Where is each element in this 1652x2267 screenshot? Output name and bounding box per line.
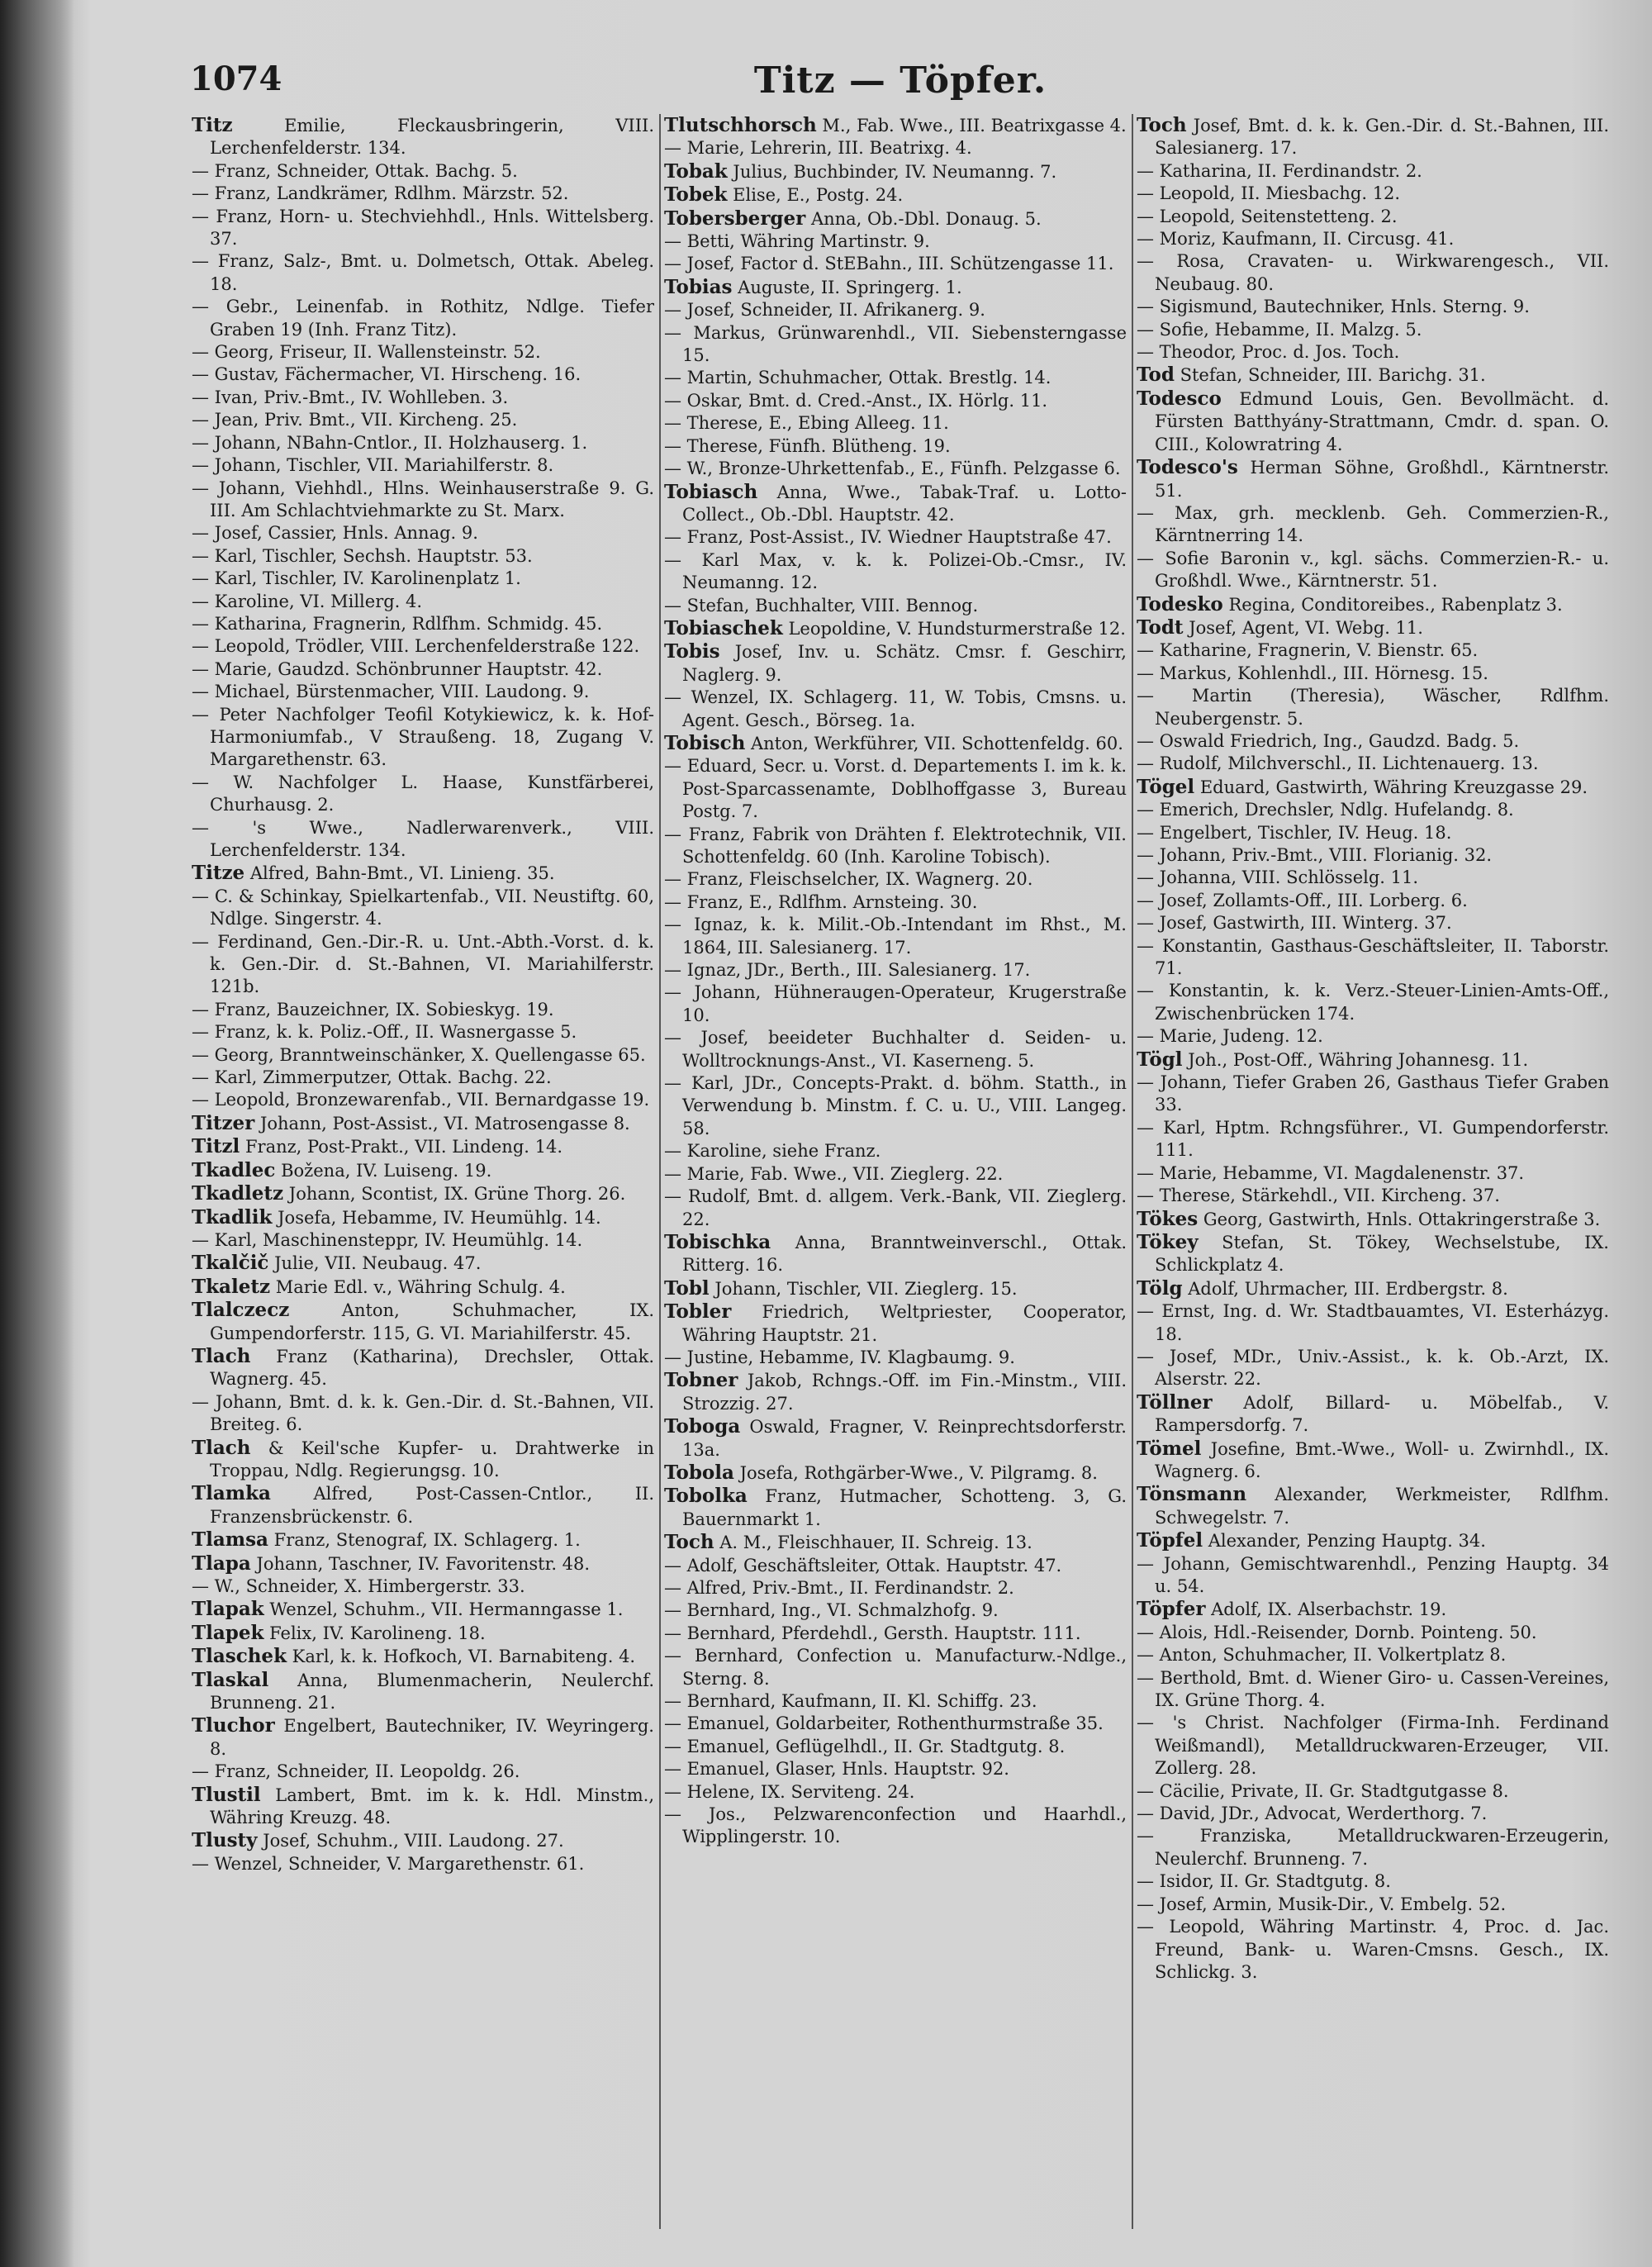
directory-entry: — Alfred, Priv.-Bmt., II. Ferdinandstr. 2. (664, 1578, 1014, 1598)
directory-entry: — Franz, Fabrik von Drähten f. Elektrotechnik, VII. Schottenfeldg. 60 (Inh. Karoline Tobisch). (664, 824, 1127, 867)
entry-surname: Titz (192, 114, 233, 136)
entry-surname: Tobak (664, 159, 728, 183)
directory-entry: — Moriz, Kaufmann, II. Circusg. 41. (1137, 229, 1455, 250)
entry-surname: Todesco (1137, 387, 1222, 410)
directory-entry: — Josef, MDr., Univ.-Assist., k. k. Ob.-Arzt, IX. Alserstr. 22. (1137, 1346, 1609, 1390)
directory-entry: — Johann, Viehhdl., Hlns. Weinhauserstraße 9. G. III. Am Schlachtviehmarkte zu St. Marx. (192, 478, 654, 520)
directory-entry: — Marie, Lehrerin, III. Beatrixg. 4. (664, 138, 972, 159)
directory-columns (192, 114, 1609, 2229)
directory-entry: — Leopold, II. Miesbachg. 12. (1137, 183, 1401, 204)
directory-entry: — Konstantin, k. k. Verz.-Steuer-Linien-Amts-Off., Zwischenbrücken 174. (1137, 981, 1609, 1024)
directory-entry: Tluchor Engelbert, Bautechniker, IV. Weyringerg. 8. (192, 1714, 654, 1759)
directory-entry: — Josef, Factor d. StEBahn., III. Schützengasse 11. (664, 254, 1114, 274)
directory-entry: — Marie, Judeng. 12. (1137, 1026, 1323, 1047)
entry-surname: Tlapak (192, 1598, 264, 1621)
directory-entry: — Markus, Kohlenhdl., III. Hörnesg. 15. (1137, 663, 1488, 683)
directory-entry: Tlach Franz (Katharina), Drechsler, Ottak. Wagnerg. 45. (192, 1344, 654, 1390)
directory-entry: — Josef, Schneider, II. Afrikanerg. 9. (664, 300, 985, 321)
directory-entry: Tobak Julius, Buchbinder, IV. Neumanng. 7. (664, 159, 1057, 183)
directory-entry: — Karl, JDr., Concepts-Prakt. d. böhm. Statth., in Verwendung b. Minstm. f. C. u. U., VIII. Langeg. 58. (664, 1073, 1127, 1138)
directory-entry: Tlamka Alfred, Post-Cassen-Cntlor., II. Franzensbrückenstr. 6. (192, 1482, 654, 1527)
directory-entry: — Max, grh. mecklenb. Geh. Commerzien-R., Kärntnerring 14. (1137, 502, 1609, 546)
directory-entry: — Wenzel, Schneider, V. Margarethenstr. 61. (192, 1853, 585, 1874)
directory-entry: Tkadlik Josefa, Hebamme, IV. Heumühlg. 14. (192, 1205, 601, 1229)
page-header (190, 59, 1611, 109)
directory-entry: — Gebr., Leinenfab. in Rothitz, Ndlge. Tiefer Graben 19 (Inh. Franz Titz). (192, 297, 654, 340)
directory-entry: — Theodor, Proc. d. Jos. Toch. (1137, 342, 1400, 363)
directory-entry: — Katharine, Fragnerin, V. Bienstr. 65. (1137, 640, 1479, 661)
directory-entry: — Karl, Tischler, Sechsh. Hauptstr. 53. (192, 545, 533, 566)
directory-entry: — W., Bronze-Uhrkettenfab., E., Fünfh. Pelzgasse 6. (664, 459, 1121, 479)
directory-entry: Tobler Friedrich, Weltpriester, Cooperator, Währing Hauptstr. 21. (664, 1300, 1127, 1345)
entry-surname: Todt (1137, 615, 1184, 639)
directory-entry: — Franz, Bauzeichner, IX. Sobieskyg. 19. (192, 999, 554, 1019)
directory-entry: — Josef, Armin, Musik-Dir., V. Embelg. 52. (1137, 1894, 1507, 1914)
book-spine-shadow (0, 0, 74, 2267)
directory-entry: — Konstantin, Gasthaus-Geschäftsleiter, II. Taborstr. 71. (1137, 935, 1609, 979)
directory-entry: — 's Wwe., Nadlerwarenverk., VIII. Lerchenfelderstr. 134. (192, 817, 654, 860)
entry-surname: Töpfer (1137, 1598, 1206, 1621)
directory-entry: — Martin (Theresia), Wäscher, Rdlfhm. Neubergenstr. 5. (1137, 686, 1609, 729)
directory-entry: — Martin, Schuhmacher, Ottak. Brestlg. 14. (664, 368, 1051, 388)
directory-entry: — Georg, Friseur, II. Wallensteinstr. 52. (192, 342, 541, 363)
entry-surname: Tobek (664, 183, 728, 207)
directory-entry: — Johann, Hühneraugen-Operateur, Krugerstraße 10. (664, 982, 1127, 1025)
directory-entry: — Ivan, Priv.-Bmt., IV. Wohlleben. 3. (192, 387, 509, 407)
directory-entry: — Katharina, II. Ferdinandstr. 2. (1137, 160, 1422, 181)
directory-entry: — Jos., Pelzwarenconfection und Haarhdl., Wipplingerstr. 10. (664, 1804, 1127, 1847)
directory-entry: — C. & Schinkay, Spielkartenfab., VII. Neustiftg. 60, Ndlge. Singerstr. 4. (192, 886, 654, 929)
directory-entry: — Karoline, VI. Millerg. 4. (192, 591, 423, 611)
directory-entry: Tkaletz Marie Edl. v., Währing Schulg. 4. (192, 1275, 566, 1298)
directory-entry: — Adolf, Geschäftsleiter, Ottak. Hauptstr. 47. (664, 1555, 1062, 1575)
entry-surname: Tökey (1137, 1230, 1199, 1253)
directory-entry: — Michael, Bürstenmacher, VIII. Laudong. 9. (192, 682, 590, 702)
directory-entry: — Therese, E., Ebing Alleeg. 11. (664, 413, 949, 434)
entry-surname: Tobias (664, 275, 733, 298)
entry-surname: Tökes (1137, 1207, 1199, 1230)
entry-surname: Tobler (664, 1300, 732, 1324)
directory-entry: — Emanuel, Glaser, Hnls. Hauptstr. 92. (664, 1759, 1009, 1780)
directory-entry: Tkadletz Johann, Scontist, IX. Grüne Thorg. 26. (192, 1182, 626, 1205)
directory-entry: — Sofie, Hebamme, II. Malzg. 5. (1137, 319, 1422, 340)
entry-surname: Tod (1137, 364, 1175, 387)
column-divider (1132, 114, 1133, 2229)
directory-entry: — Isidor, II. Gr. Stadtgutg. 8. (1137, 1871, 1391, 1892)
directory-entry: — Johann, Bmt. d. k. k. Gen.-Dir. d. St.-Bahnen, VII. Breiteg. 6. (192, 1391, 654, 1435)
directory-entry: — 's Christ. Nachfolger (Firma-Inh. Ferdinand Weißmandl), Metalldruckwaren-Erzeuger, VII. Zollerg. 28. (1137, 1713, 1609, 1779)
directory-entry: Tobola Josefa, Rothgärber-Wwe., V. Pilgramg. 8. (664, 1461, 1098, 1484)
entry-surname: Titze (192, 862, 245, 885)
page-number: 1074 (190, 59, 282, 98)
directory-entry: Todesco Edmund Louis, Gen. Bevollmächt. d. Fürsten Batthyány-Strattmann, Cmdr. d. span. O. CIII., Kolowratring 4. (1137, 387, 1609, 454)
directory-entry: — Josef, beeideter Buchhalter d. Seiden- u. Wolltrocknungs-Anst., VI. Kaserneng. 5. (664, 1028, 1127, 1071)
directory-entry: Tlutschhorsch M., Fab. Wwe., III. Beatrixgasse 4. (664, 114, 1127, 136)
directory-entry: — Sofie Baronin v., kgl. sächs. Commerzien-R.- u. Großhdl. Wwe., Kärntnerstr. 51. (1137, 548, 1609, 592)
directory-entry: — Marie, Hebamme, VI. Magdalenenstr. 37. (1137, 1162, 1525, 1183)
directory-entry: — Oskar, Bmt. d. Cred.-Anst., IX. Hörlg. 11. (664, 390, 1048, 411)
entry-surname: Tobola (664, 1461, 734, 1484)
directory-entry: Tobner Jakob, Rchngs.-Off. im Fin.-Minstm., VIII. Strozzig. 27. (664, 1369, 1127, 1414)
entry-surname: Tobolka (664, 1485, 748, 1508)
directory-entry: Tögel Eduard, Gastwirth, Währing Kreuzgasse 29. (1137, 775, 1588, 798)
directory-entry: Tkalčič Julie, VII. Neubaug. 47. (192, 1252, 482, 1275)
directory-entry: Titz Emilie, Fleckausbringerin, VIII. Lerchenfelderstr. 134. (192, 114, 654, 159)
directory-entry: — Cäcilie, Private, II. Gr. Stadtgutgasse 8. (1137, 1780, 1509, 1801)
directory-entry: — Franz, k. k. Poliz.-Off., II. Wasnergasse 5. (192, 1022, 577, 1043)
directory-entry: Tkadlec Božena, IV. Luiseng. 19. (192, 1158, 492, 1181)
directory-entry: — Karl, Zimmerputzer, Ottak. Bachg. 22. (192, 1067, 552, 1088)
directory-entry: — Karl, Hptm. Rchngsführer., VI. Gumpendorferstr. 111. (1137, 1117, 1609, 1161)
directory-entry: — Rudolf, Bmt. d. allgem. Verk.-Bank, VII. Zieglerg. 22. (664, 1186, 1127, 1229)
entry-surname: Tobl (664, 1276, 710, 1300)
entry-surname: Tlach (192, 1436, 251, 1459)
directory-entry: — Franz, E., Rdlfhm. Arnsteing. 30. (664, 891, 978, 912)
directory-entry: — Peter Nachfolger Teofil Kotykiewicz, k. k. Hof-Harmoniumfab., V Straußeng. 18, Zugang V. Margarethenstr. 63. (192, 704, 654, 770)
directory-entry: — Karoline, siehe Franz. (664, 1141, 881, 1162)
entry-surname: Tobersberger (664, 207, 806, 230)
directory-entry: — Anton, Schuhmacher, II. Volkertplatz 8. (1137, 1645, 1507, 1666)
directory-entry: — Josef, Zollamts-Off., III. Lorberg. 6. (1137, 890, 1468, 910)
directory-entry: — Franz, Salz-, Bmt. u. Dolmetsch, Ottak. Abeleg. 18. (192, 251, 654, 294)
entry-surname: Tlaskal (192, 1668, 269, 1691)
entry-surname: Toch (1137, 114, 1187, 136)
directory-entry: — Bernhard, Ing., VI. Schmalzhofg. 9. (664, 1600, 999, 1621)
directory-entry: — Ignaz, JDr., Berth., III. Salesianerg. 17. (664, 960, 1031, 981)
directory-entry: — Leopold, Währing Martinstr. 4, Proc. d. Jac. Freund, Bank- u. Waren-Cmsns. Gesch., IX. Schlickg. 3. (1137, 1917, 1609, 1982)
directory-entry: — Georg, Branntweinschänker, X. Quellengasse 65. (192, 1044, 646, 1065)
directory-entry: Tod Stefan, Schneider, III. Barichg. 31. (1137, 364, 1486, 387)
directory-entry: — Franz, Fleischselcher, IX. Wagnerg. 20. (664, 869, 1033, 890)
directory-entry: Tobiasch Anna, Wwe., Tabak-Traf. u. Lotto-Collect., Ob.-Dbl. Hauptstr. 42. (664, 480, 1127, 525)
directory-entry: Tlach & Keil'sche Kupfer- u. Drahtwerke in Troppau, Ndlg. Regierungsg. 10. (192, 1436, 654, 1480)
directory-entry: Tobis Josef, Inv. u. Schätz. Cmsr. f. Geschirr, Naglerg. 9. (664, 640, 1127, 685)
directory-entry: — Justine, Hebamme, IV. Klagbaumg. 9. (664, 1347, 1015, 1367)
entry-surname: Toch (664, 1531, 714, 1554)
directory-entry: — Alois, Hdl.-Reisender, Dornb. Pointeng. 50. (1137, 1622, 1537, 1642)
entry-surname: Tkalčič (192, 1252, 269, 1275)
entry-surname: Tlach (192, 1344, 251, 1367)
directory-entry: Tobias Auguste, II. Springerg. 1. (664, 275, 962, 298)
entry-surname: Tönsmann (1137, 1483, 1247, 1506)
entry-surname: Toboga (664, 1415, 741, 1438)
directory-column-2 (664, 114, 1127, 2229)
directory-entry: Tlustil Lambert, Bmt. im k. k. Hdl. Minstm., Währing Kreuzg. 48. (192, 1783, 654, 1828)
entry-surname: Tölg (1137, 1276, 1183, 1300)
directory-entry: — Engelbert, Tischler, IV. Heug. 18. (1137, 822, 1452, 843)
entry-surname: Titzer (192, 1111, 255, 1134)
directory-entry: Tlapa Johann, Taschner, IV. Favoritenstr. 48. (192, 1552, 591, 1575)
directory-entry: — Karl, Tischler, IV. Karolinenplatz 1. (192, 568, 521, 589)
directory-entry: — Johanna, VIII. Schlösselg. 11. (1137, 867, 1419, 888)
directory-entry: — Bernhard, Pferdehdl., Gersth. Hauptstr. 111. (664, 1623, 1081, 1643)
directory-entry: Tobersberger Anna, Ob.-Dbl. Donaug. 5. (664, 207, 1042, 230)
directory-entry: Töllner Adolf, Billard- u. Möbelfab., V. Rampersdorfg. 7. (1137, 1390, 1609, 1436)
entry-surname: Tögel (1137, 775, 1195, 798)
directory-entry: Tlaschek Karl, k. k. Hofkoch, VI. Barnabiteng. 4. (192, 1645, 636, 1668)
entry-surname: Tkadlec (192, 1158, 276, 1181)
directory-entry: Titzer Johann, Post-Assist., VI. Matrosengasse 8. (192, 1111, 630, 1134)
entry-surname: Töllner (1137, 1390, 1213, 1414)
directory-entry: — Leopold, Bronzewarenfab., VII. Bernardgasse 19. (192, 1090, 650, 1110)
directory-entry: — Emanuel, Goldarbeiter, Rothenthurmstraße 35. (664, 1713, 1104, 1734)
directory-entry: Tlamsa Franz, Stenograf, IX. Schlagerg. 1. (192, 1528, 581, 1552)
directory-entry: — Franz, Post-Assist., IV. Wiedner Hauptstraße 47. (664, 527, 1112, 548)
entry-surname: Tobiaschek (664, 616, 783, 639)
directory-entry: — Marie, Gaudzd. Schönbrunner Hauptstr. 42. (192, 658, 603, 679)
directory-entry: — Rudolf, Milchverschl., II. Lichtenauerg. 13. (1137, 753, 1539, 774)
directory-entry: — Josef, Gastwirth, III. Winterg. 37. (1137, 913, 1452, 934)
directory-entry: — David, JDr., Advocat, Werderthorg. 7. (1137, 1804, 1488, 1824)
directory-entry: Todesko Regina, Conditoreibes., Rabenplatz 3. (1137, 592, 1563, 615)
directory-entry: Tlaskal Anna, Blumenmacherin, Neulerchf. Brunneng. 21. (192, 1668, 654, 1713)
entry-surname: Tkadlik (192, 1205, 273, 1229)
directory-entry: — Oswald Friedrich, Ing., Gaudzd. Badg. 5. (1137, 730, 1520, 751)
entry-surname: Tlutschhorsch (664, 114, 817, 136)
directory-entry: — Leopold, Trödler, VIII. Lerchenfelderstraße 122. (192, 636, 640, 657)
entry-surname: Tobiasch (664, 480, 758, 503)
directory-entry: Töpfel Alexander, Penzing Hauptg. 34. (1137, 1529, 1486, 1552)
directory-entry: — Gustav, Fächermacher, VI. Hirscheng. 16. (192, 364, 582, 385)
directory-entry: Tlusty Josef, Schuhm., VIII. Laudong. 27. (192, 1829, 564, 1852)
directory-entry: — Ernst, Ing. d. Wr. Stadtbauamtes, VI. Esterházyg. 18. (1137, 1301, 1609, 1344)
entry-surname: Tlusty (192, 1829, 258, 1852)
entry-surname: Töpfel (1137, 1529, 1203, 1552)
entry-surname: Titzl (192, 1135, 240, 1158)
directory-entry: — Johann, Gemischtwarenhdl., Penzing Hauptg. 34 u. 54. (1137, 1553, 1609, 1596)
directory-entry: Tönsmann Alexander, Werkmeister, Rdlfhm. Schwegelstr. 7. (1137, 1483, 1609, 1528)
directory-entry: — W. Nachfolger L. Haase, Kunstfärberei, Churhausg. 2. (192, 772, 654, 815)
directory-entry: — Betti, Währing Martinstr. 9. (664, 231, 930, 252)
directory-entry: — Jean, Priv. Bmt., VII. Kircheng. 25. (192, 410, 518, 430)
directory-entry: Tobl Johann, Tischler, VII. Zieglerg. 15. (664, 1276, 1018, 1300)
directory-entry: Tögl Joh., Post-Off., Währing Johannesg. 11. (1137, 1048, 1529, 1071)
entry-surname: Tkadletz (192, 1182, 284, 1205)
directory-entry: — Johann, NBahn-Cntlor., II. Holzhauserg. 1. (192, 432, 588, 453)
directory-column-3 (1137, 114, 1609, 2229)
entry-surname: Tömel (1137, 1437, 1202, 1460)
directory-entry: — Franz, Horn- u. Stechviehhdl., Hnls. Wittelsberg. 37. (192, 206, 654, 250)
column-divider (659, 114, 661, 2229)
directory-entry: — Emanuel, Geflügelhdl., II. Gr. Stadtgutg. 8. (664, 1736, 1066, 1756)
directory-entry: — Karl Max, v. k. k. Polizei-Ob.-Cmsr., IV. Neumanng. 12. (664, 549, 1127, 593)
directory-entry: — Franziska, Metalldruckwaren-Erzeugerin, Neulerchf. Brunneng. 7. (1137, 1826, 1609, 1869)
directory-entry: — Wenzel, IX. Schlagerg. 11, W. Tobis, Cmsns. u. Agent. Gesch., Börseg. 1a. (664, 687, 1127, 730)
directory-entry: — Franz, Schneider, Ottak. Bachg. 5. (192, 160, 518, 181)
directory-entry: — Marie, Fab. Wwe., VII. Zieglerg. 22. (664, 1163, 1004, 1184)
entry-surname: Tögl (1137, 1048, 1183, 1071)
directory-entry: Tökey Stefan, St. Tökey, Wechselstube, IX. Schlickplatz 4. (1137, 1230, 1609, 1276)
directory-entry: Toch A. M., Fleischhauer, II. Schreig. 13. (664, 1531, 1032, 1554)
directory-entry: — Stefan, Buchhalter, VIII. Bennog. (664, 595, 979, 615)
directory-entry: Tlapek Felix, IV. Karolineng. 18. (192, 1621, 486, 1644)
directory-entry: Tobolka Franz, Hutmacher, Schotteng. 3, G. Bauernmarkt 1. (664, 1485, 1127, 1529)
directory-entry: Tlapak Wenzel, Schuhm., VII. Hermanngasse 1. (192, 1598, 624, 1621)
directory-entry: — Josef, Cassier, Hnls. Annag. 9. (192, 523, 478, 544)
directory-entry: Tobiaschek Leopoldine, V. Hundsturmerstraße 12. (664, 616, 1126, 639)
entry-surname: Tlaschek (192, 1645, 287, 1668)
directory-entry: Tobek Elise, E., Postg. 24. (664, 183, 904, 207)
entry-surname: Tlamka (192, 1482, 271, 1505)
directory-entry: Titze Alfred, Bahn-Bmt., VI. Linieng. 35. (192, 862, 555, 885)
entry-surname: Todesco's (1137, 456, 1238, 479)
directory-entry: Titzl Franz, Post-Prakt., VII. Lindeng. 14. (192, 1135, 563, 1158)
directory-entry: — Sigismund, Bautechniker, Hnls. Sterng. 9. (1137, 297, 1530, 317)
directory-entry: — Leopold, Seitenstetteng. 2. (1137, 206, 1398, 226)
directory-entry: Toboga Oswald, Fragner, V. Reinprechtsdorferstr. 13a. (664, 1415, 1127, 1460)
directory-entry: Tökes Georg, Gastwirth, Hnls. Ottakringerstraße 3. (1137, 1207, 1601, 1230)
entry-surname: Tluchor (192, 1714, 275, 1737)
directory-entry: — Katharina, Fragnerin, Rdlfhm. Schmidg. 45. (192, 613, 603, 634)
directory-entry: — Bernhard, Confection u. Manufacturw.-Ndlge., Sterng. 8. (664, 1646, 1127, 1689)
directory-entry: — Ignaz, k. k. Milit.-Ob.-Intendant im Rhst., M. 1864, III. Salesianerg. 17. (664, 915, 1127, 958)
page-title: Titz — Töpfer. (753, 59, 1047, 102)
directory-entry: — W., Schneider, X. Himbergerstr. 33. (192, 1576, 525, 1596)
directory-entry: — Berthold, Bmt. d. Wiener Giro- u. Cassen-Vereines, IX. Grüne Thorg. 4. (1137, 1667, 1609, 1711)
directory-entry: — Therese, Fünfh. Blütheng. 19. (664, 435, 951, 456)
directory-entry: — Markus, Grünwarenhdl., VII. Siebensterngasse 15. (664, 322, 1127, 366)
directory-entry: — Therese, Stärkehdl., VII. Kircheng. 37. (1137, 1186, 1500, 1206)
directory-entry: Tobischka Anna, Branntweinverschl., Ottak. Ritterg. 16. (664, 1230, 1127, 1276)
directory-entry: — Emerich, Drechsler, Ndlg. Hufelandg. 8. (1137, 800, 1514, 820)
directory-entry: Tlalczecz Anton, Schuhmacher, IX. Gumpendorferstr. 115, G. VI. Mariahilferstr. 45. (192, 1299, 654, 1343)
directory-entry: — Ferdinand, Gen.-Dir.-R. u. Unt.-Abth.-Vorst. d. k. k. Gen.-Dir. d. St.-Bahnen, VI. Mariahilferstr. 121b. (192, 931, 654, 997)
entry-surname: Tobischka (664, 1230, 771, 1253)
entry-surname: Tlalczecz (192, 1299, 290, 1322)
directory-entry: — Rosa, Cravaten- u. Wirkwarengesch., VII. Neubaug. 80. (1137, 251, 1609, 294)
directory-entry: — Franz, Landkrämer, Rdlhm. Märzstr. 52. (192, 183, 569, 204)
directory-entry: — Johann, Tischler, VII. Mariahilferstr. 8. (192, 455, 554, 476)
directory-entry: — Eduard, Secr. u. Vorst. d. Departements I. im k. k. Post-Sparcassenamte, Doblhoffgasse 3, Bureau Postg. 7. (664, 756, 1127, 822)
entry-surname: Tlapek (192, 1621, 264, 1644)
directory-entry: — Johann, Tiefer Graben 26, Gasthaus Tiefer Graben 33. (1137, 1072, 1609, 1115)
directory-entry: Todesco's Herman Söhne, Großhdl., Kärntnerstr. 51. (1137, 456, 1609, 501)
directory-entry: Tobisch Anton, Werkführer, VII. Schottenfeldg. 60. (664, 731, 1123, 754)
entry-surname: Tlamsa (192, 1528, 268, 1552)
directory-entry: Todt Josef, Agent, VI. Webg. 11. (1137, 615, 1423, 639)
entry-surname: Tlustil (192, 1783, 261, 1806)
directory-entry: — Johann, Priv.-Bmt., VIII. Florianig. 32. (1137, 845, 1493, 865)
entry-surname: Tkaletz (192, 1275, 271, 1298)
entry-surname: Tobner (664, 1369, 738, 1392)
entry-surname: Tlapa (192, 1552, 251, 1575)
entry-surname: Tobisch (664, 731, 746, 754)
directory-entry: Töpfer Adolf, IX. Alserbachstr. 19. (1137, 1598, 1447, 1621)
directory-entry: Toch Josef, Bmt. d. k. k. Gen.-Dir. d. St.-Bahnen, III. Salesianerg. 17. (1137, 114, 1609, 159)
directory-entry: Tölg Adolf, Uhrmacher, III. Erdbergstr. 8. (1137, 1276, 1508, 1300)
directory-entry: — Karl, Maschinensteppr, IV. Heumühlg. 14. (192, 1229, 583, 1250)
directory-entry: — Franz, Schneider, II. Leopoldg. 26. (192, 1761, 520, 1782)
directory-entry: — Bernhard, Kaufmann, II. Kl. Schiffg. 23. (664, 1691, 1037, 1712)
directory-entry: Tömel Josefine, Bmt.-Wwe., Woll- u. Zwirnhdl., IX. Wagnerg. 6. (1137, 1437, 1609, 1481)
directory-entry: — Helene, IX. Serviteng. 24. (664, 1781, 915, 1802)
entry-surname: Tobis (664, 640, 720, 663)
entry-surname: Todesko (1137, 592, 1223, 615)
directory-column-1 (192, 114, 654, 2229)
